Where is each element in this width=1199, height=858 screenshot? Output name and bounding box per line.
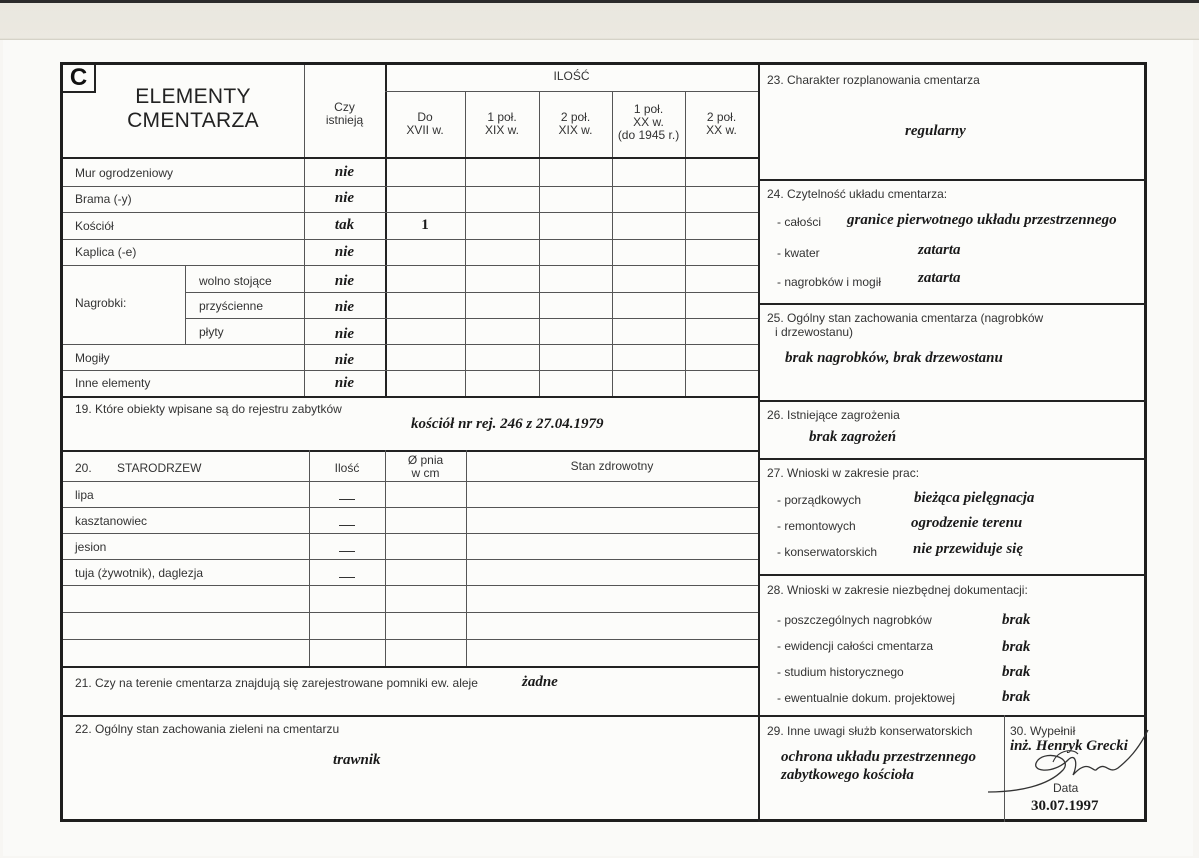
period-line: 2 poł. <box>706 110 737 124</box>
signature-icon <box>978 720 1153 800</box>
nagrobki-group-label: Nagrobki: <box>75 296 127 310</box>
q30-date-label: Data <box>1053 781 1079 795</box>
divider <box>63 585 758 586</box>
tree-species: kasztanowiec <box>75 514 148 528</box>
divider <box>63 481 758 482</box>
period-line: (do 1945 r.) <box>617 128 680 142</box>
col-diameter-line1: Ø pnia <box>407 453 444 467</box>
q27-item-value: nie przewiduje się <box>913 541 1024 557</box>
divider <box>63 507 758 508</box>
exists-value: nie <box>334 190 355 206</box>
divider <box>63 186 758 187</box>
q20-title: STARODRZEW <box>117 461 202 475</box>
q21-value: żadne <box>522 674 558 690</box>
divider <box>63 265 758 266</box>
q23-label: 23. Charakter rozplanowania cmentarza <box>767 73 980 87</box>
q19-value: kościół nr rej. 246 z 27.04.1979 <box>411 416 604 432</box>
period-header <box>465 111 539 137</box>
divider <box>63 612 758 613</box>
col-exists-line1: Czy <box>334 100 355 114</box>
q24-item-label: - całości <box>777 215 822 229</box>
count-dash <box>339 577 355 578</box>
divider <box>760 574 1147 576</box>
q23-value: regularny <box>905 123 966 139</box>
q28-item-value: brak <box>1002 612 1031 628</box>
divider <box>63 396 758 398</box>
col-exists-header <box>304 101 385 127</box>
period-header <box>612 103 685 142</box>
count-value: 1 <box>421 217 429 233</box>
divider <box>539 92 540 396</box>
col-diameter-header <box>385 454 466 480</box>
q28-label: 28. Wnioski w zakresie niezbędnej dokumentacji: <box>767 583 1028 597</box>
divider <box>63 344 758 345</box>
exists-value: nie <box>334 299 355 315</box>
element-label: wolno stojące <box>199 274 272 288</box>
q22-label: 22. Ogólny stan zachowania zieleni na cmentarzu <box>75 722 340 736</box>
divider <box>63 370 758 371</box>
divider <box>185 318 758 319</box>
element-label: Mur ogrodzeniowy <box>75 166 174 180</box>
q25-label-2: i drzewostanu) <box>775 325 854 339</box>
q30-label: 30. Wypełnił <box>1010 724 1076 738</box>
divider <box>760 303 1147 305</box>
period-line: 2 poł. <box>560 110 591 124</box>
q24-label: 24. Czytelność układu cmentarza: <box>767 187 948 201</box>
q28-item-label: - ewentualnie dokum. projektowej <box>777 691 956 705</box>
divider <box>760 715 1147 717</box>
q27-item-label: - porządkowych <box>777 493 862 507</box>
q24-item-value: zatarta <box>918 270 961 286</box>
q19-label: 19. Które obiekty wpisane są do rejestru zabytków <box>75 402 342 416</box>
period-line: XX w. <box>706 123 737 137</box>
q25-label-1: 25. Ogólny stan zachowania cmentarza (nagrobków <box>767 311 1044 325</box>
divider <box>63 559 758 560</box>
element-label: Inne elementy <box>75 376 151 390</box>
q28-item-label: - poszczególnych nagrobków <box>777 613 932 627</box>
tree-species: lipa <box>75 488 94 502</box>
divider <box>185 265 186 344</box>
tree-species: tuja (żywotnik), daglezja <box>75 566 204 580</box>
q27-item-value: bieżąca pielęgnacja <box>914 490 1035 506</box>
divider <box>760 458 1147 460</box>
period-line: Do <box>417 110 433 124</box>
exists-value: tak <box>334 217 355 233</box>
q30-date: 30.07.1997 <box>1031 798 1099 814</box>
q24-item-value: granice pierwotnego układu przestrzennego <box>847 212 1117 228</box>
divider <box>760 400 1147 402</box>
q28-item-label: - studium historycznego <box>777 665 904 679</box>
period-line: XVII w. <box>406 123 444 137</box>
element-label: płyty <box>199 325 224 339</box>
divider <box>63 212 758 213</box>
form-title <box>103 85 283 133</box>
exists-value: nie <box>334 244 355 260</box>
element-label: Mogiły <box>75 351 110 365</box>
q27-item-label: - konserwatorskich <box>777 545 878 559</box>
q26-label: 26. Istniejące zagrożenia <box>767 408 900 422</box>
divider <box>63 157 758 159</box>
q26-value: brak zagrożeń <box>809 429 897 445</box>
q24-item-value: zatarta <box>918 242 961 258</box>
divider <box>63 639 758 640</box>
element-label: Kaplica (-e) <box>75 245 137 259</box>
exists-value: nie <box>334 326 355 342</box>
period-header <box>385 111 465 137</box>
divider <box>465 92 466 396</box>
element-label: przyścienne <box>199 299 264 313</box>
form-title-line1: ELEMENTY <box>135 85 251 108</box>
period-line: 1 poł. <box>487 110 517 124</box>
q21-label: 21. Czy na terenie cmentarza znajdują się zarejestrowane pomniki ew. aleje <box>75 676 478 690</box>
q28-item-value: brak <box>1002 639 1031 655</box>
exists-value: nie <box>334 375 355 391</box>
period-header <box>539 111 612 137</box>
scan-top-edge <box>0 0 1199 40</box>
divider <box>185 292 758 293</box>
q24-item-label: - nagrobków i mogił <box>777 275 882 289</box>
q29-label: 29. Inne uwagi służb konserwatorskich <box>767 724 973 738</box>
count-dash <box>339 499 355 500</box>
q30-name: inż. Henryk Grecki <box>1010 738 1128 754</box>
q28-item-label: - ewidencji całości cmentarza <box>777 639 934 653</box>
col-count-header: Ilość <box>334 461 360 475</box>
element-label: Kościół <box>75 219 114 233</box>
q27-item-label: - remontowych <box>777 519 856 533</box>
col-exists-line2: istnieją <box>325 113 364 127</box>
exists-value: nie <box>334 352 355 368</box>
divider <box>385 91 758 92</box>
q27-label: 27. Wnioski w zakresie prac: <box>767 466 920 480</box>
exists-value: nie <box>334 273 355 289</box>
q29-value-1: ochrona układu przestrzennego <box>781 749 977 765</box>
q28-item-value: brak <box>1002 664 1031 680</box>
col-diameter-line2: w cm <box>411 466 440 480</box>
period-header <box>685 111 758 137</box>
divider <box>63 239 758 240</box>
q20-number: 20. <box>75 461 92 475</box>
period-line: 1 poł. <box>633 102 664 116</box>
exists-value: nie <box>334 164 355 180</box>
divider <box>63 450 758 452</box>
divider <box>760 179 1147 181</box>
divider <box>63 666 758 668</box>
section-letter: C <box>63 65 96 93</box>
q27-item-value: ogrodzenie terenu <box>911 515 1023 531</box>
col-health-header: Stan zdrowotny <box>570 459 654 473</box>
period-line: XIX w. <box>484 123 519 137</box>
q28-item-value: brak <box>1002 689 1031 705</box>
ilosc-header: ILOŚĆ <box>553 69 590 83</box>
form-title-line2: CMENTARZA <box>127 109 259 132</box>
cemetery-form-c <box>60 62 1147 822</box>
period-line: XIX w. <box>558 123 593 137</box>
q22-value: trawnik <box>333 752 381 768</box>
q29-value-2: zabytkowego kościoła <box>781 767 914 783</box>
q24-item-label: - kwater <box>777 246 820 260</box>
divider <box>685 92 686 396</box>
divider <box>63 533 758 534</box>
count-dash <box>339 525 355 526</box>
count-dash <box>339 551 355 552</box>
tree-species: jesion <box>75 540 107 554</box>
q25-value: brak nagrobków, brak drzewostanu <box>785 350 1003 366</box>
element-label: Brama (-y) <box>75 192 132 206</box>
divider <box>63 715 758 717</box>
period-line: XX w. <box>633 115 664 129</box>
